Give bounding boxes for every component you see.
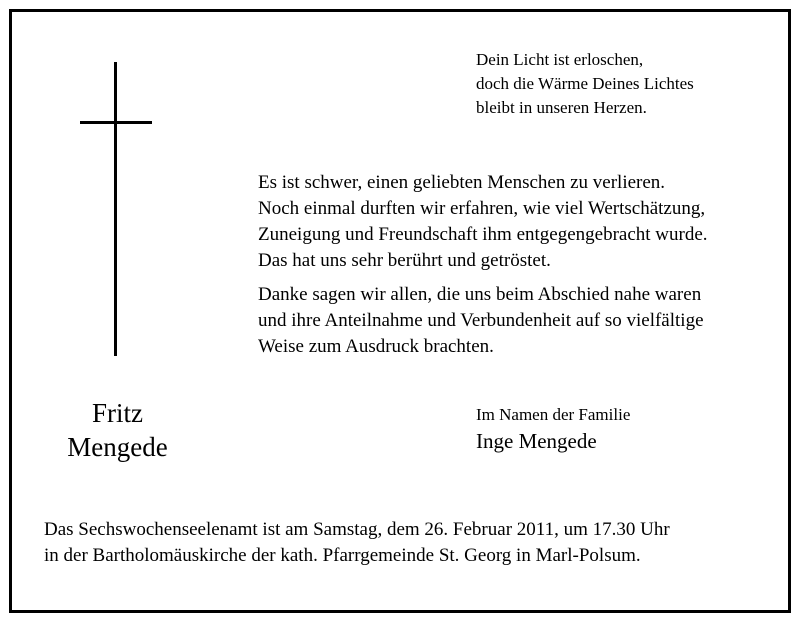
notice-line: in der Bartholomäuskirche der kath. Pfarrgemeinde St. Georg in Marl-Polsum. (44, 545, 641, 566)
family-signer: Inge Mengede (476, 429, 597, 453)
deceased-last-name: Mengede (67, 432, 168, 462)
text-line: Zuneigung und Freundschaft ihm entgegengebracht wurde. (258, 224, 708, 245)
mass-notice (44, 517, 670, 569)
gratitude-paragraph-2 (258, 282, 704, 360)
cross-horizontal-bar (80, 121, 152, 124)
verse-line: Dein Licht ist erloschen, (476, 50, 644, 69)
cross-vertical-bar (114, 62, 117, 356)
text-line: Es ist schwer, einen geliebten Menschen zu verlieren. (258, 172, 666, 193)
verse-line: doch die Wärme Deines Lichtes (476, 74, 694, 93)
verse-line: bleibt in unseren Herzen. (476, 98, 647, 117)
text-line: und ihre Anteilnahme und Verbundenheit auf so vielfältige (258, 310, 704, 331)
text-line: Noch einmal durften wir erfahren, wie viel Wertschätzung, (258, 198, 706, 219)
notice-line: Das Sechswochenseelenamt ist am Samstag, dem 26. Februar 2011, um 17.30 Uhr (44, 519, 670, 540)
deceased-first-name: Fritz (92, 398, 143, 428)
gratitude-paragraph-1 (258, 170, 708, 274)
text-line: Danke sagen wir allen, die uns beim Abschied nahe waren (258, 284, 702, 305)
family-label: Im Namen der Familie (476, 405, 631, 424)
text-line: Das hat uns sehr berührt und getröstet. (258, 250, 551, 271)
text-line: Weise zum Ausdruck brachten. (258, 336, 494, 357)
memorial-verse (476, 48, 694, 120)
